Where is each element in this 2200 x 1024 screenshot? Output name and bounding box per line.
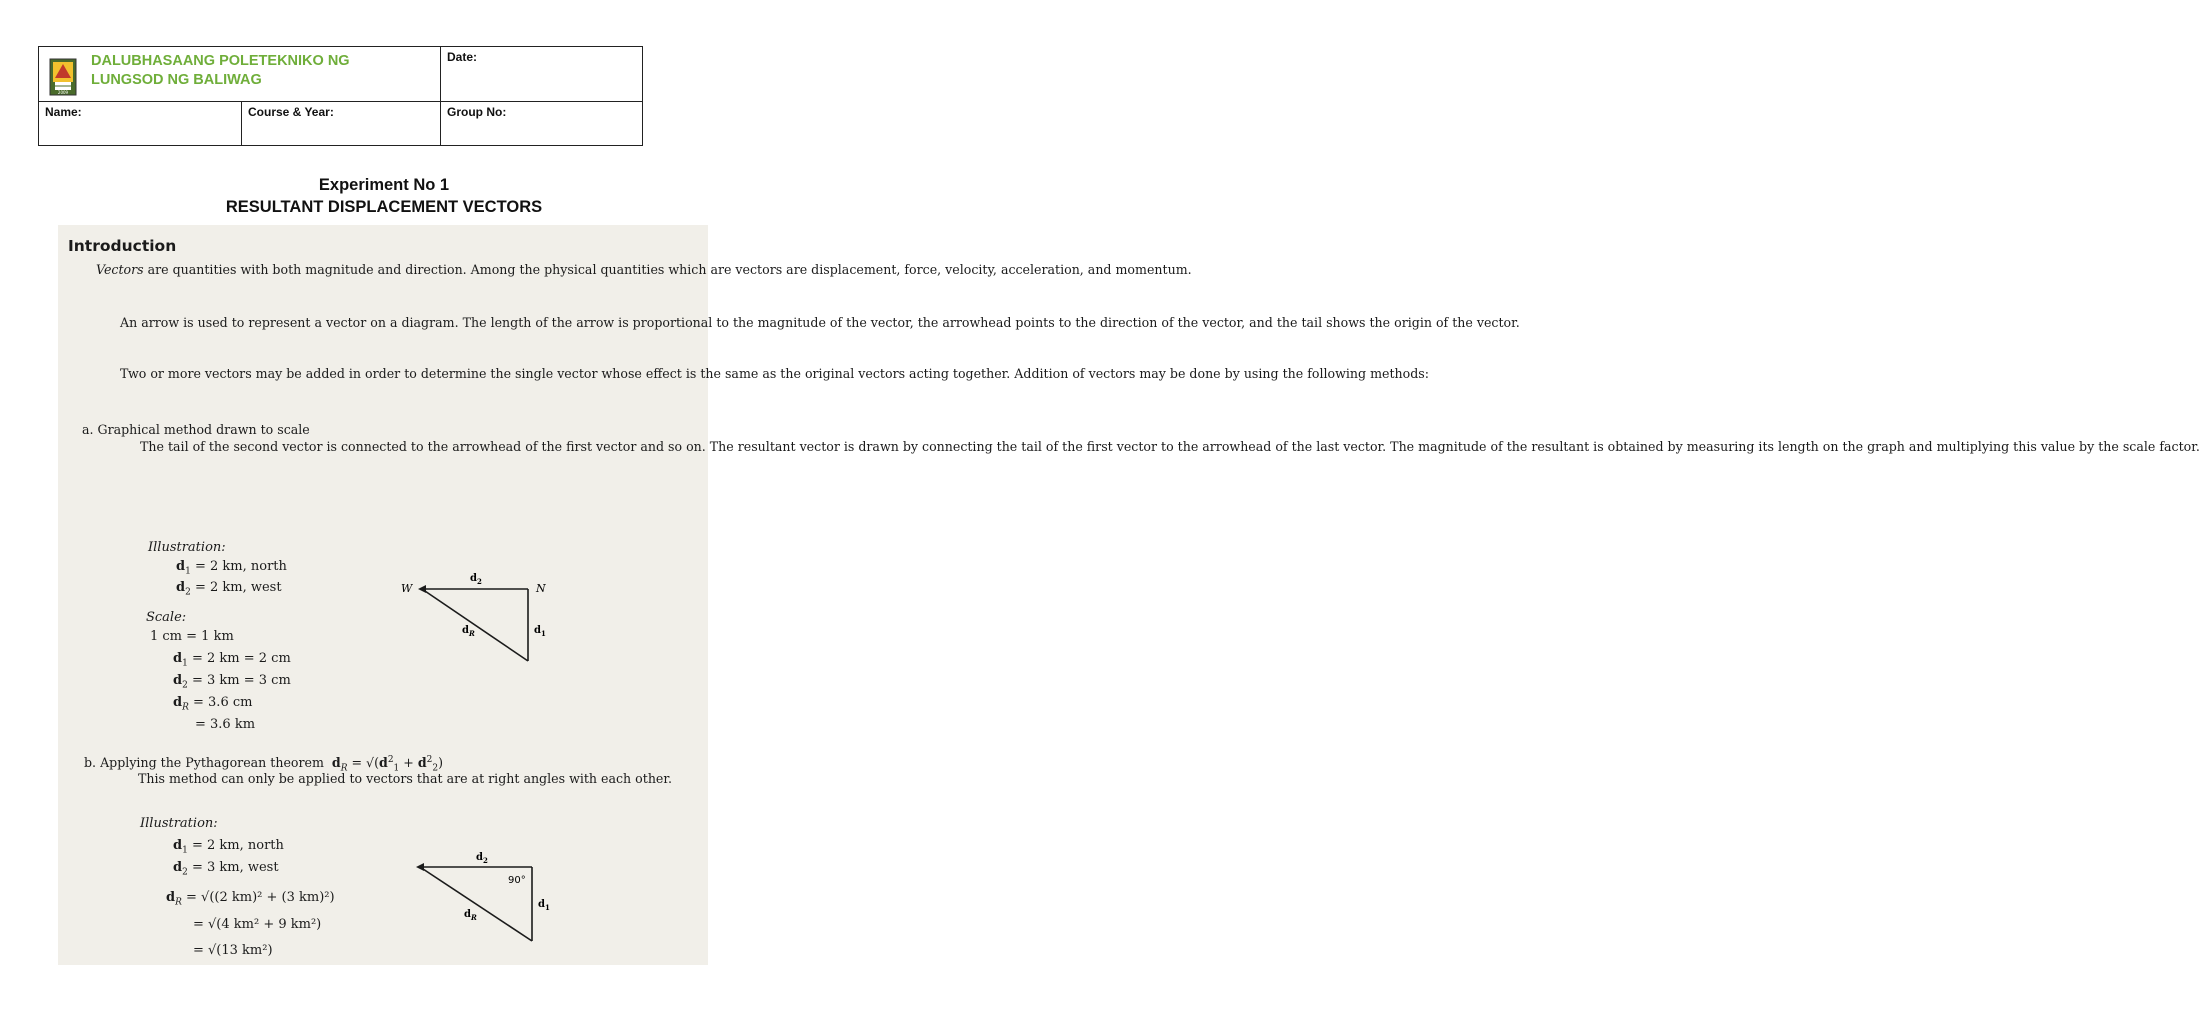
diagram-a-n-label: N <box>536 582 546 595</box>
a-d1-value: = 2 km, north <box>194 559 287 574</box>
intro-paragraph-3: Two or more vectors may be added in order to determine the single vector whose effect is the same as the original vectors acting together. Addition of vectors may be done by using the following methods: <box>120 366 1429 381</box>
school-seal-icon <box>49 58 77 98</box>
sub: R <box>182 702 189 713</box>
scale-dr-value-2: = 3.6 km <box>195 717 256 732</box>
sym: d <box>176 559 186 574</box>
method-a-title: a. Graphical method drawn to scale <box>82 422 310 437</box>
scale-d2-value: = 3 km = 3 cm <box>191 673 291 688</box>
sym: d <box>464 909 471 920</box>
sym: d <box>538 899 545 910</box>
a-d2-line <box>176 580 282 598</box>
illustration-b-label: Illustration: <box>140 816 218 831</box>
school-cell <box>39 47 441 102</box>
sub: 2 <box>432 763 439 774</box>
b-eq-line-1 <box>166 890 335 908</box>
b-d2-line <box>173 860 279 878</box>
b-d1-line <box>173 838 284 856</box>
experiment-title: RESULTANT DISPLACEMENT VECTORS <box>225 198 543 216</box>
sub: R <box>469 629 475 638</box>
sym: d <box>173 695 183 710</box>
group-cell[interactable] <box>441 102 643 146</box>
scanned-page <box>58 225 2200 965</box>
sub: 2 <box>185 587 191 598</box>
intro-heading: Introduction <box>68 237 177 255</box>
sym: d <box>462 625 469 636</box>
sym: d <box>379 755 388 771</box>
scale-d2-line <box>173 673 291 691</box>
intro-paragraph-2: An arrow is used to represent a vector on a diagram. The length of the arrow is proportional to the magnitude of the vector, the arrowhead points to the direction of the vector, and the tail shows the origin of the vector. <box>120 315 1520 330</box>
diagram-a-d1-label <box>534 625 546 638</box>
b-eq-3: = √(13 km²) <box>193 943 273 958</box>
method-a-text: The tail of the second vector is connected to the arrowhead of the first vector and so on. The resultant vector is drawn by connecting the tail of the first vector to the arrowhead of the last vector. The magnitude of the resultant is obtained by measuring its length on the graph and multiplying this value by the scale factor. <box>140 439 2200 454</box>
sym: d <box>176 580 186 595</box>
b-d2-value: = 3 km, west <box>191 860 279 875</box>
sym: d <box>476 852 483 863</box>
diagram-b-dr-label <box>464 909 477 922</box>
sup: 2 <box>387 755 394 765</box>
illustration-a-label: Illustration: <box>148 540 226 555</box>
intro-paragraph-1-text: are quantities with both magnitude and direction. Among the physical quantities which are vectors are displacement, force, velocity, acceleration, and momentum. <box>143 262 1192 277</box>
sym: d <box>470 573 477 584</box>
diagram-a-dr-label <box>462 625 475 638</box>
course-cell[interactable] <box>242 102 441 146</box>
diagram-a-d2-label <box>470 573 482 586</box>
scale-d1-value: = 2 km = 2 cm <box>191 651 291 666</box>
school-name-line2: LUNGSOD NG BALIWAG <box>91 72 262 88</box>
diagram-b-d1-label <box>538 899 550 912</box>
scale-d1-line <box>173 651 291 669</box>
diagram-a-dr-line <box>422 589 528 661</box>
method-b-title-line: b. Applying the Pythagorean theorem $d_R = √(d^2_1 + d^2_2)$ <box>84 755 444 774</box>
diagram-b-angle-label: 90° <box>508 875 526 886</box>
group-label: Group No: <box>447 105 507 119</box>
sub: 2 <box>483 856 488 865</box>
sym: d <box>331 755 341 771</box>
diagram-a-w-label: W <box>401 582 413 595</box>
sym: d <box>534 625 541 636</box>
b-d1-value: = 2 km, north <box>191 838 284 853</box>
vectors-term: Vectors <box>96 262 144 277</box>
name-label: Name: <box>45 105 82 119</box>
scale-dr-line <box>173 695 252 713</box>
diagram-a <box>398 571 548 667</box>
sup: 2 <box>426 755 433 765</box>
sub: 1 <box>393 763 400 774</box>
school-name-line1: DALUBHASAANG POLETEKNIKO NG <box>91 53 350 69</box>
sym: d <box>173 651 183 666</box>
method-b-title: b. Applying the Pythagorean theorem <box>84 755 324 771</box>
sub: 2 <box>182 680 188 691</box>
course-label: Course & Year: <box>248 105 334 119</box>
scale-label: Scale: <box>146 610 187 625</box>
scale-dr-value-1: = 3.6 cm <box>193 695 253 710</box>
sub: 1 <box>545 903 550 912</box>
b-eq-2: = √(4 km² + 9 km²) <box>193 917 322 932</box>
diagram-b-d2-label <box>476 852 488 865</box>
sub: 1 <box>185 566 191 577</box>
sub: 2 <box>477 577 482 586</box>
intro-paragraph-1 <box>96 261 1192 278</box>
sub: 2 <box>182 867 188 878</box>
experiment-number: Experiment No 1 <box>318 176 450 194</box>
date-cell[interactable] <box>441 47 643 102</box>
sub: 1 <box>182 658 188 669</box>
sub: R <box>340 763 348 774</box>
a-d1-line <box>176 559 287 577</box>
sym: d <box>417 755 427 771</box>
sub: R <box>175 897 182 908</box>
sub: R <box>471 913 477 922</box>
sym: d <box>166 890 176 905</box>
date-label: Date: <box>447 50 478 64</box>
seal-year: 2009 <box>57 90 69 95</box>
sym: d <box>173 838 183 853</box>
sym: d <box>173 673 183 688</box>
header-table <box>38 46 643 146</box>
diagram-b <box>408 845 548 945</box>
scale-line: 1 cm = 1 km <box>150 629 234 644</box>
name-cell[interactable] <box>39 102 242 146</box>
sub: 1 <box>541 629 546 638</box>
method-b-text: This method can only be applied to vectors that are at right angles with each other. <box>138 771 673 786</box>
sym: d <box>173 860 183 875</box>
sub: 1 <box>182 845 188 856</box>
a-d2-value: = 2 km, west <box>194 580 282 595</box>
b-eq-1: = √((2 km)² + (3 km)²) <box>186 890 335 905</box>
school-name <box>91 52 350 90</box>
